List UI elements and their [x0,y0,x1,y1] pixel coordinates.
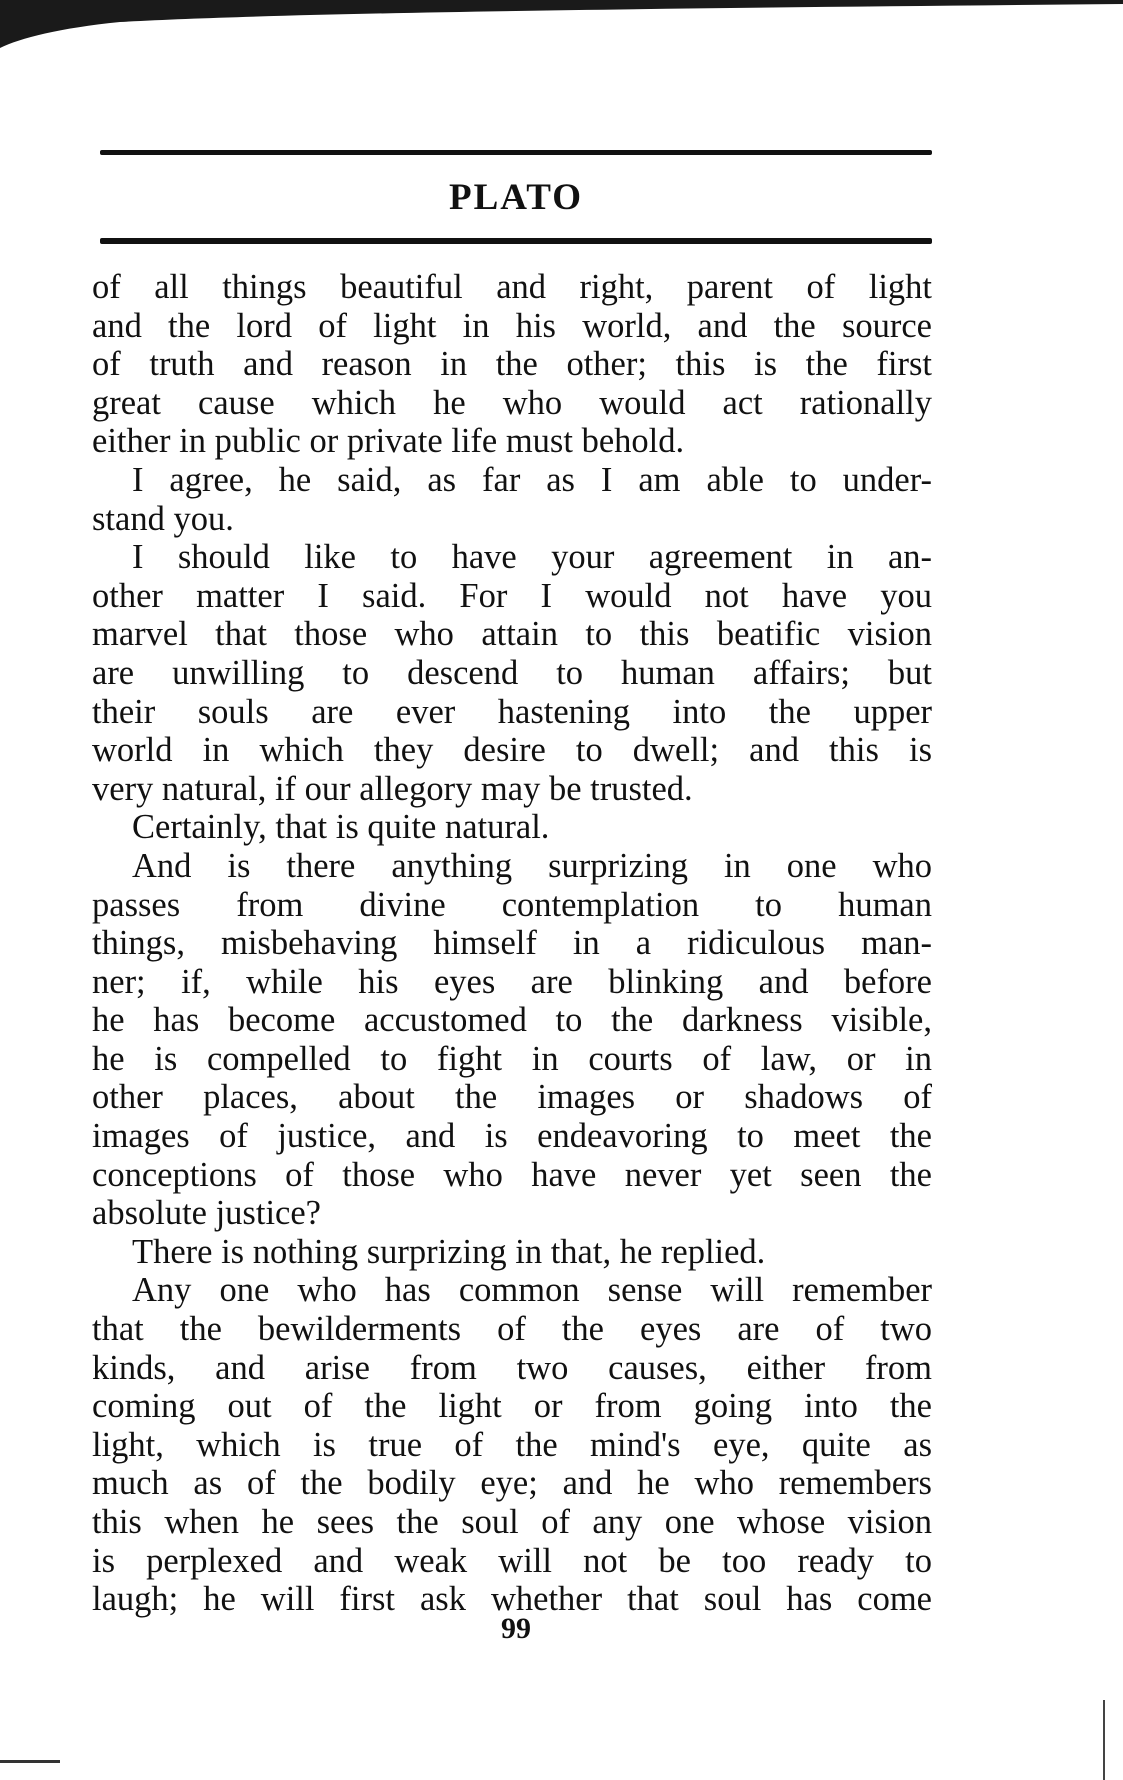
body-text [92,268,932,1619]
text-line: And is there anything surprizing in one who [132,846,932,885]
text-line: ner; if, while his eyes are blinking and before [92,962,932,1001]
text-line: world in which they desire to dwell; and this is [92,731,932,770]
text-line: absolute justice? [92,1194,321,1233]
text-line: I agree, he said, as far as I am able to under- [132,460,932,499]
text-line: he is compelled to fight in courts of law, or in [92,1039,932,1078]
text-line: conceptions of those who have never yet seen the [92,1155,932,1194]
text-line: is perplexed and weak will not be too ready to [92,1541,932,1580]
text-line: laugh; he will first ask whether that soul has come [92,1580,932,1619]
scan-edge-shadow [0,0,1123,60]
text-line: of all things beautiful and right, parent of light [92,268,932,306]
text-line: he has become accustomed to the darkness visible, [92,1001,932,1040]
scan-edge-mark [0,1760,60,1763]
running-title: PLATO [448,177,584,218]
text-line: and the lord of light in his world, and the source [92,306,932,345]
text-line: There is nothing surprizing in that, he replied. [132,1232,766,1271]
text-line: passes from divine contemplation to human [92,885,932,924]
text-line: very natural, if our allegory may be trusted. [92,769,693,808]
text-line: this when he sees the soul of any one whose vision [92,1503,932,1541]
text-line: other places, about the images or shadows of [92,1078,932,1117]
text-line: are unwilling to descend to human affairs; but [92,653,932,692]
text-line: much as of the bodily eye; and he who remembers [92,1464,932,1503]
text-line: light, which is true of the mind's eye, quite as [92,1425,932,1464]
text-line: images of justice, and is endeavoring to meet the [92,1117,932,1156]
text-line: great cause which he who would act rationally [92,383,932,422]
text-line: things, misbehaving himself in a ridiculous man- [92,924,932,963]
text-line: that the bewilderments of the eyes are of two [92,1310,932,1349]
text-line: their souls are ever hastening into the upper [92,692,932,731]
text-line: either in public or private life must behold. [92,422,685,461]
scan-edge-mark [1103,1700,1105,1780]
text-line: kinds, and arise from two causes, either from [92,1348,932,1387]
text-line: I should like to have your agreement in an- [132,538,932,577]
header-rule-bottom [100,238,932,244]
text-line: Certainly, that is quite natural. [132,808,550,847]
text-line: other matter I said. For I would not have you [92,576,932,615]
text-line: marvel that those who attain to this beatific vision [92,615,932,654]
text-line: of truth and reason in the other; this is the first [92,345,932,384]
page-number: 99 [501,1612,531,1645]
header-rule-top [100,150,932,155]
text-line: coming out of the light or from going into the [92,1387,932,1426]
text-line: stand you. [92,499,234,538]
text-line: Any one who has common sense will remember [132,1271,932,1310]
